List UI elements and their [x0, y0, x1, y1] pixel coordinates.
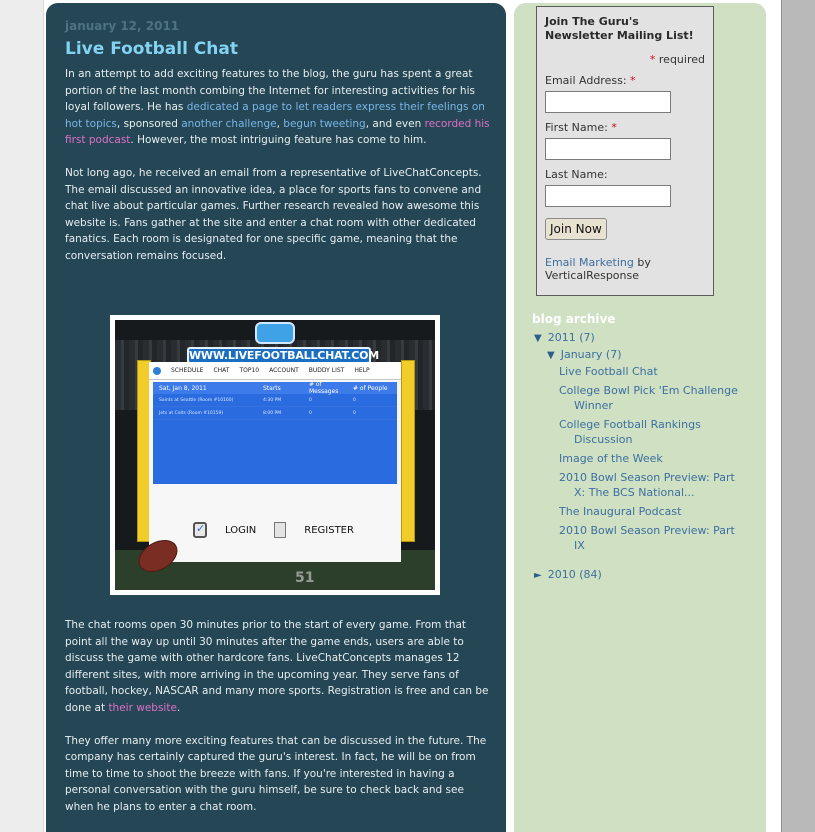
login-label: LOGIN: [225, 524, 257, 536]
document-icon: [274, 522, 286, 538]
archive-post-link[interactable]: College Bowl Pick 'Em Challenge Winner: [559, 384, 738, 412]
paragraph-livechatconcepts: Not long ago, he received an email from a representative of LiveChatConcepts. The email discussed an innovative idea, a place for sports fans to convene and chat live about particular games. Further research revealed how awesome this website is. Fans gather at the site and enter a chat room with other dedicated fanatics. Each room is designated for one specific game, meaning that the conversation remains focused.: [65, 167, 482, 262]
globe-icon: [153, 367, 161, 375]
left-frame: [0, 0, 44, 832]
site-panel: [149, 362, 401, 562]
post-date: january 12, 2011: [65, 19, 180, 33]
nav-buddy-list: BUDDY LIST: [308, 367, 345, 374]
right-scroll-area[interactable]: [781, 0, 815, 832]
archive-post-link[interactable]: 2010 Bowl Season Preview: Part X: The BCS National...: [559, 471, 735, 499]
archive-year-2010[interactable]: ► 2010 (84): [534, 568, 602, 581]
link-another-challenge[interactable]: another challenge: [181, 117, 277, 130]
nav-help: HELP: [354, 367, 370, 374]
archive-post-link[interactable]: 2010 Bowl Season Preview: Part IX: [559, 524, 735, 552]
nav-account: ACCOUNT: [269, 367, 299, 374]
email-marketing-link[interactable]: Email Marketing: [545, 256, 634, 269]
archive-post-link[interactable]: Live Football Chat: [559, 365, 658, 378]
expanded-triangle-icon[interactable]: ▼: [547, 350, 555, 361]
link-their-website[interactable]: their website: [108, 701, 177, 714]
paragraph-more-features: They offer many more exciting features that can be discussed in the future. The company has certainly captured the guru's interest. In fact, he will be on from time to time to shoot the breeze with fans. If you're interested in having a personal conversation with the guru himself, be sure to check back and see when he plans to enter a chat room.: [65, 734, 487, 813]
link-first-podcast[interactable]: recorded his first podcast: [65, 117, 490, 146]
goalpost-right: [401, 360, 415, 542]
first-name-label: First Name: *: [545, 121, 617, 134]
post-image-livefootballchat: [115, 320, 435, 590]
last-name-label: Last Name:: [545, 168, 608, 181]
lock-icon: [193, 522, 207, 538]
expanded-triangle-icon[interactable]: ▼: [534, 333, 542, 344]
nav-top10: TOP10: [239, 367, 260, 374]
paragraph-intro: In an attempt to add exciting features to the blog, the guru has spent a great portion of the last month combing the Internet for interesting activities for his loyal followers. He has dedicated a page to let readers express their feelings on hot topics, sponsored another challenge, begun tweeting, and even recorded his first podcast. However, the most intriguing feature has come to him.: [65, 68, 490, 146]
schedule-header: Sat, Jan 8, 2011 Starts # of Messages # of People: [153, 382, 397, 394]
join-now-button[interactable]: Join Now: [545, 218, 607, 240]
archive-post-link[interactable]: The Inaugural Podcast: [559, 505, 682, 518]
email-input[interactable]: [545, 91, 671, 113]
newsletter-title: Join The Guru's Newsletter Mailing List!: [545, 15, 694, 42]
post-body: [65, 66, 490, 281]
sidebar: [514, 3, 766, 832]
nav-chat: CHAT: [213, 367, 230, 374]
archive-post-list: [559, 364, 749, 557]
last-name-input[interactable]: [545, 185, 671, 207]
register-label: REGISTER: [304, 524, 354, 536]
paragraph-chat-rooms: The chat rooms open 30 minutes prior to the start of every game. From that point all the way up until 30 minutes after the game ends, users are able to discuss the game with other hardcore fans. LiveChatConcepts manages 12 different sites, with more arriving in the upcoming year. They serve fans of football, hockey, NASCAR and many more sports. Registration is free and can be done at their website.: [65, 619, 489, 714]
archive-post-link[interactable]: College Football Rankings Discussion: [559, 418, 701, 446]
email-label: Email Address: *: [545, 74, 636, 87]
newsletter-footer: Email Marketing by VerticalResponse: [545, 256, 651, 282]
right-frame-gutter: [767, 0, 781, 832]
archive-post-link[interactable]: Image of the Week: [559, 452, 663, 465]
site-nav: [149, 362, 401, 380]
post-image-frame[interactable]: [110, 315, 440, 595]
site-logo: WWW.LIVEFOOTBALLCHAT.COM: [189, 349, 379, 362]
collapsed-triangle-icon[interactable]: ►: [534, 570, 542, 581]
archive-year-2011[interactable]: ▼ 2011 (7): [534, 331, 595, 344]
archive-month-january[interactable]: ▼ January (7): [547, 348, 622, 361]
login-register-row: [193, 522, 354, 538]
table-row: Jets at Colts (Room #10159) 8:00 PM 0 0: [153, 407, 397, 420]
jersey-number: 51: [295, 570, 315, 586]
link-begun-tweeting[interactable]: begun tweeting: [283, 117, 366, 130]
blog-archive-title: blog archive: [532, 312, 616, 326]
post-title[interactable]: Live Football Chat: [65, 39, 238, 59]
chat-bubble-icon: [255, 322, 295, 344]
schedule-table: [153, 382, 397, 484]
required-note: * required: [649, 53, 705, 66]
link-hot-topics[interactable]: dedicated a page to let readers express their feelings on hot topics: [65, 101, 485, 130]
post-body-continued: [65, 617, 490, 832]
nav-schedule: SCHEDULE: [171, 367, 204, 374]
table-row: Saints at Seattle (Room #10160) 4:30 PM 0 0: [153, 394, 397, 407]
first-name-input[interactable]: [545, 138, 671, 160]
newsletter-signup-box: [536, 6, 714, 296]
